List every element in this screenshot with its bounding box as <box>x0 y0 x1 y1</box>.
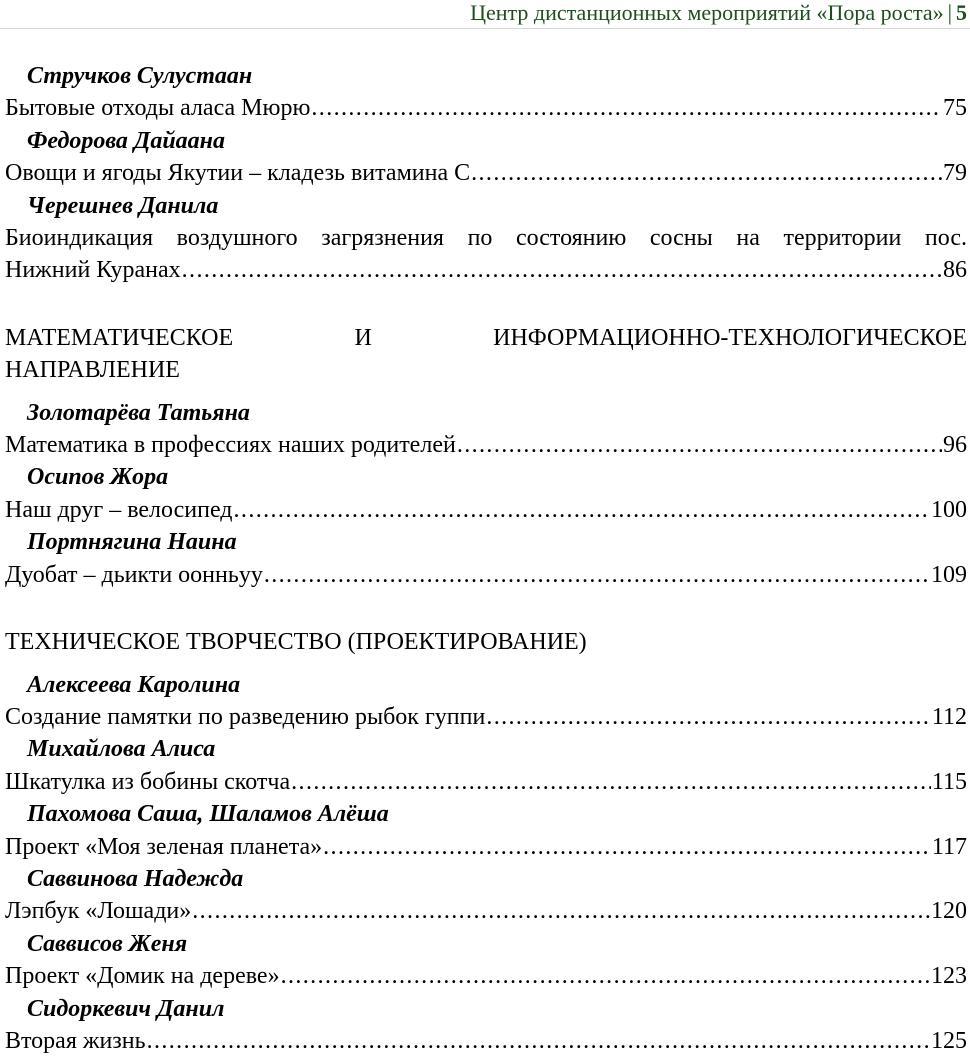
entry-title-row[interactable] <box>5 429 967 461</box>
entry-page-number[interactable]: 75 <box>943 95 967 122</box>
toc-entry[interactable] <box>5 993 967 1057</box>
dot-leader <box>234 494 930 526</box>
toc-entry[interactable] <box>5 863 967 928</box>
entry-title[interactable]: Наш друг – велосипед <box>5 496 233 523</box>
entry-page-number[interactable]: 100 <box>931 496 967 523</box>
entry-title-row[interactable] <box>5 701 967 733</box>
toc-section <box>5 322 967 591</box>
section-heading <box>5 322 967 387</box>
entry-author: Стручков Сулустаан <box>27 63 253 89</box>
entry-author: Саввисов Женя <box>27 930 188 957</box>
entry-title[interactable]: Создание памятки по разведению рыбок гуппи <box>5 703 486 730</box>
entry-title-row[interactable] <box>5 559 967 591</box>
dot-leader <box>471 157 942 189</box>
dot-leader <box>486 701 931 733</box>
entry-title[interactable]: Овощи и ягоды Якутии – кладезь витамина С <box>5 160 471 187</box>
entry-title-line: Биоиндикация воздушного загрязнения по состоянию сосны на территории пос. <box>5 225 967 252</box>
entry-page-number[interactable]: 109 <box>931 561 967 588</box>
entry-title-row[interactable] <box>5 895 967 927</box>
entry-page-number[interactable]: 117 <box>931 833 967 860</box>
entry-title[interactable]: Математика в профессиях наших родителей <box>5 432 456 459</box>
entry-title[interactable]: Нижний Куранах <box>5 257 181 284</box>
dot-leader <box>457 429 942 461</box>
running-header <box>470 0 967 27</box>
dot-leader <box>291 766 931 798</box>
entry-author: Михайлова Алиса <box>27 736 216 763</box>
entry-page-number[interactable]: 112 <box>931 703 967 730</box>
entry-title[interactable]: Проект «Моя зеленая планета» <box>5 833 323 860</box>
section-heading-line: НАПРАВЛЕНИЕ <box>5 357 180 384</box>
entry-title-row[interactable] <box>5 494 967 526</box>
toc-entry[interactable] <box>5 60 967 125</box>
entry-author: Сидоркевич Данил <box>27 995 225 1022</box>
entry-title-row[interactable] <box>5 157 967 189</box>
entry-title-row[interactable] <box>5 92 967 124</box>
entry-title[interactable]: Вторая жизнь <box>5 1027 146 1054</box>
toc-entry[interactable] <box>5 669 967 734</box>
entry-page-number[interactable]: 86 <box>943 257 967 284</box>
entry-author: Осипов Жора <box>27 464 169 491</box>
entry-title[interactable]: Лэпбук «Лошади» <box>5 898 192 925</box>
header-title: Центр дистанционных мероприятий «Пора роста» <box>470 0 944 25</box>
entry-author: Алексеева Каролина <box>27 671 241 698</box>
table-of-contents <box>5 60 967 1057</box>
entry-title-row[interactable] <box>5 1025 967 1057</box>
entry-page-number[interactable]: 79 <box>943 160 967 187</box>
entry-title-row[interactable] <box>5 960 967 992</box>
header-separator: | <box>947 0 952 25</box>
entry-title[interactable]: Шкатулка из бобины скотча <box>5 768 291 795</box>
entry-author: Саввинова Надежда <box>27 865 244 892</box>
entry-page-number[interactable]: 96 <box>943 432 967 459</box>
toc-entry[interactable] <box>5 733 967 798</box>
entry-title-row[interactable] <box>5 766 967 798</box>
section-heading <box>5 626 967 658</box>
entry-title[interactable]: Проект «Домик на дереве» <box>5 963 280 990</box>
entry-author: Золотарёва Татьяна <box>27 399 250 426</box>
entry-title[interactable]: Бытовые отходы аласа Мюрю <box>5 95 311 122</box>
toc-section <box>5 60 967 287</box>
toc-entry[interactable] <box>5 461 967 526</box>
entry-page-number[interactable]: 125 <box>931 1027 967 1054</box>
entry-author: Федорова Дайаана <box>27 127 225 154</box>
entry-title[interactable]: Дуобат – дьикти оонньуу <box>5 561 263 588</box>
toc-entry[interactable] <box>5 190 967 287</box>
toc-section <box>5 626 967 1057</box>
toc-entry[interactable] <box>5 928 967 993</box>
dot-leader <box>311 92 942 124</box>
dot-leader <box>264 559 930 591</box>
entry-author: Портнягина Наина <box>27 529 237 556</box>
section-heading-line: МАТЕМАТИЧЕСКОЕ И ИНФОРМАЦИОННО-ТЕХНОЛОГИЧЕСКОЕ <box>5 324 967 351</box>
section-heading-line: ТЕХНИЧЕСКОЕ ТВОРЧЕСТВО (ПРОЕКТИРОВАНИЕ) <box>5 629 587 656</box>
dot-leader <box>281 960 930 992</box>
dot-leader <box>147 1025 930 1057</box>
entry-page-number[interactable]: 115 <box>931 768 967 795</box>
dot-leader <box>182 254 942 286</box>
page-number: 5 <box>956 0 967 25</box>
dot-leader <box>323 831 931 863</box>
toc-entry[interactable] <box>5 397 967 462</box>
entry-page-number[interactable]: 120 <box>931 898 967 925</box>
toc-entry[interactable] <box>5 798 967 863</box>
toc-entry[interactable] <box>5 125 967 190</box>
toc-entry[interactable] <box>5 526 967 591</box>
dot-leader <box>192 895 930 927</box>
entry-author: Пахомова Саша, Шаламов Алёша <box>27 801 389 828</box>
entry-page-number[interactable]: 123 <box>931 963 967 990</box>
entry-title-row[interactable] <box>5 831 967 863</box>
entry-title-row[interactable] <box>5 254 967 286</box>
header-rule <box>0 28 970 29</box>
entry-author: Черешнев Данила <box>27 192 219 219</box>
